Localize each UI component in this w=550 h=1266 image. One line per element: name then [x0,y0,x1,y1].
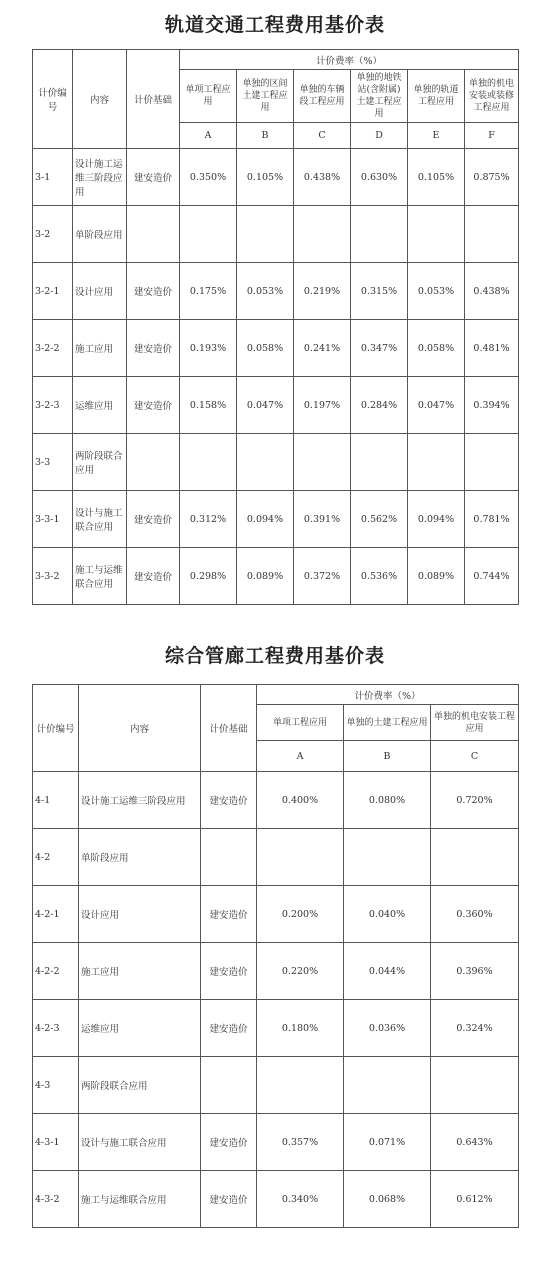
code-cell: 4-3-1 [33,1114,79,1171]
content-cell: 两阶段联合应用 [79,1057,201,1114]
rate-cell: 0.040% [344,886,431,943]
content-cell: 施工与运维联合应用 [79,1171,201,1228]
rate-cell: 0.360% [431,886,519,943]
rate-cell: 0.315% [351,263,408,320]
rate-cell: 0.340% [257,1171,344,1228]
rate-cell: 0.643% [431,1114,519,1171]
rate-cell: 0.350% [180,149,237,206]
rate-cell [465,434,519,491]
rate-cell [351,206,408,263]
content-cell: 设计与施工联合应用 [79,1114,201,1171]
table-row [33,206,519,263]
code-cell: 4-1 [33,772,79,829]
rate-cell: 0.036% [344,1000,431,1057]
header-content: 内容 [73,50,127,149]
table-row [33,886,519,943]
rail-transit-fee-table [32,49,519,605]
rate-cell: 0.175% [180,263,237,320]
rate-cell: 0.394% [465,377,519,434]
basis-cell [127,434,180,491]
basis-cell [201,1057,257,1114]
rate-cell: 0.071% [344,1114,431,1171]
code-cell: 3-3 [33,434,73,491]
header-col-b: 单独的区间土建工程应用 [237,70,294,123]
header-letter-a: A [180,123,237,149]
rate-cell: 0.089% [408,548,465,605]
content-cell: 设计与施工联合应用 [73,491,127,548]
code-cell: 4-3-2 [33,1171,79,1228]
content-cell: 两阶段联合应用 [73,434,127,491]
header-basis: 计价基础 [127,50,180,149]
code-cell: 4-2-3 [33,1000,79,1057]
header-code: 计价编号 [33,50,73,149]
rate-cell [237,434,294,491]
header-letter-f: F [465,123,519,149]
rate-cell: 0.047% [237,377,294,434]
table2-body [33,772,519,1228]
rate-cell: 0.324% [431,1000,519,1057]
header-rate-group: 计价费率（%） [180,50,519,70]
rate-cell: 0.158% [180,377,237,434]
rate-cell [344,1057,431,1114]
header-col-c: 单独的车辆段工程应用 [294,70,351,123]
rate-cell: 0.241% [294,320,351,377]
table-row [33,320,519,377]
basis-cell: 建安造价 [201,1171,257,1228]
header-col-c: 单独的机电安装工程应用 [431,705,519,741]
basis-cell: 建安造价 [201,1114,257,1171]
rate-cell [344,829,431,886]
code-cell: 3-2-3 [33,377,73,434]
rate-cell: 0.200% [257,886,344,943]
code-cell: 4-2 [33,829,79,886]
header-letter-c: C [294,123,351,149]
header-col-e: 单独的轨道工程应用 [408,70,465,123]
rate-cell: 0.562% [351,491,408,548]
rate-cell: 0.536% [351,548,408,605]
rate-cell: 0.875% [465,149,519,206]
code-cell: 4-3 [33,1057,79,1114]
rate-cell: 0.284% [351,377,408,434]
rate-cell: 0.400% [257,772,344,829]
rate-cell [431,829,519,886]
code-cell: 4-2-2 [33,943,79,1000]
table-row [33,1114,519,1171]
rate-cell: 0.068% [344,1171,431,1228]
basis-cell: 建安造价 [127,149,180,206]
rate-cell: 0.089% [237,548,294,605]
rate-cell: 0.053% [408,263,465,320]
header-code: 计价编号 [33,685,79,772]
rate-cell: 0.744% [465,548,519,605]
rate-cell: 0.219% [294,263,351,320]
header-letter-b: B [344,741,431,772]
rate-cell [408,206,465,263]
rate-cell: 0.105% [237,149,294,206]
rate-cell [294,206,351,263]
code-cell: 3-2-1 [33,263,73,320]
table-row [33,1000,519,1057]
rate-cell: 0.438% [294,149,351,206]
rate-cell: 0.347% [351,320,408,377]
code-cell: 4-2-1 [33,886,79,943]
content-cell: 设计应用 [79,886,201,943]
rate-cell [431,1057,519,1114]
rate-cell: 0.047% [408,377,465,434]
rate-cell: 0.094% [408,491,465,548]
header-col-a: 单项工程应用 [180,70,237,123]
rate-cell: 0.044% [344,943,431,1000]
rate-cell: 0.298% [180,548,237,605]
table1-title: 轨道交通工程费用基价表 [164,14,385,36]
basis-cell [127,206,180,263]
header-letter-c: C [431,741,519,772]
basis-cell: 建安造价 [201,886,257,943]
rate-cell: 0.094% [237,491,294,548]
header-col-f: 单独的机电安装或装修工程应用 [465,70,519,123]
rate-cell: 0.220% [257,943,344,1000]
content-cell: 运维应用 [73,377,127,434]
rate-cell: 0.312% [180,491,237,548]
rate-cell: 0.197% [294,377,351,434]
rate-cell: 0.180% [257,1000,344,1057]
rate-cell: 0.357% [257,1114,344,1171]
rate-cell [257,1057,344,1114]
header-letter-b: B [237,123,294,149]
rate-cell: 0.630% [351,149,408,206]
rate-cell: 0.438% [465,263,519,320]
table-row [33,943,519,1000]
table1-body [33,149,519,605]
rate-cell [257,829,344,886]
content-cell: 设计施工运维三阶段应用 [79,772,201,829]
rate-cell [465,206,519,263]
content-cell: 设计施工运维三阶段应用 [73,149,127,206]
header-letter-d: D [351,123,408,149]
table-row [33,149,519,206]
rate-cell [351,434,408,491]
header-letter-a: A [257,741,344,772]
header-col-a: 单项工程应用 [257,705,344,741]
header-letter-e: E [408,123,465,149]
table-row [33,377,519,434]
rate-cell: 0.105% [408,149,465,206]
rate-cell: 0.612% [431,1171,519,1228]
basis-cell: 建安造价 [127,548,180,605]
rate-cell: 0.720% [431,772,519,829]
table-row [33,772,519,829]
header-content: 内容 [79,685,201,772]
rate-cell: 0.058% [237,320,294,377]
header-col-d: 单独的地铁站(含附属)土建工程应用 [351,70,408,123]
rate-cell: 0.193% [180,320,237,377]
table-row [33,1057,519,1114]
table-row [33,548,519,605]
content-cell: 单阶段应用 [73,206,127,263]
basis-cell: 建安造价 [127,377,180,434]
header-basis: 计价基础 [201,685,257,772]
rate-cell: 0.391% [294,491,351,548]
basis-cell: 建安造价 [201,943,257,1000]
code-cell: 3-2-2 [33,320,73,377]
rate-cell [237,206,294,263]
code-cell: 3-2 [33,206,73,263]
utility-tunnel-fee-table [32,684,519,1228]
code-cell: 3-3-2 [33,548,73,605]
code-cell: 3-1 [33,149,73,206]
rate-cell: 0.372% [294,548,351,605]
basis-cell [201,829,257,886]
content-cell: 运维应用 [79,1000,201,1057]
table-row [33,434,519,491]
content-cell: 施工应用 [73,320,127,377]
header-rate-group: 计价费率（%） [257,685,519,705]
basis-cell: 建安造价 [127,320,180,377]
code-cell: 3-3-1 [33,491,73,548]
content-cell: 单阶段应用 [79,829,201,886]
table-row [33,263,519,320]
content-cell: 施工应用 [79,943,201,1000]
table-row [33,491,519,548]
rate-cell: 0.058% [408,320,465,377]
rate-cell: 0.053% [237,263,294,320]
rate-cell: 0.481% [465,320,519,377]
basis-cell: 建安造价 [127,491,180,548]
rate-cell: 0.080% [344,772,431,829]
content-cell: 施工与运维联合应用 [73,548,127,605]
basis-cell: 建安造价 [127,263,180,320]
rate-cell: 0.396% [431,943,519,1000]
header-col-b: 单独的土建工程应用 [344,705,431,741]
table2-title: 综合管廊工程费用基价表 [164,645,385,667]
table-row [33,1171,519,1228]
basis-cell: 建安造价 [201,772,257,829]
rate-cell [408,434,465,491]
rate-cell [180,434,237,491]
basis-cell: 建安造价 [201,1000,257,1057]
content-cell: 设计应用 [73,263,127,320]
rate-cell [294,434,351,491]
rate-cell: 0.781% [465,491,519,548]
rate-cell [180,206,237,263]
table-row [33,829,519,886]
